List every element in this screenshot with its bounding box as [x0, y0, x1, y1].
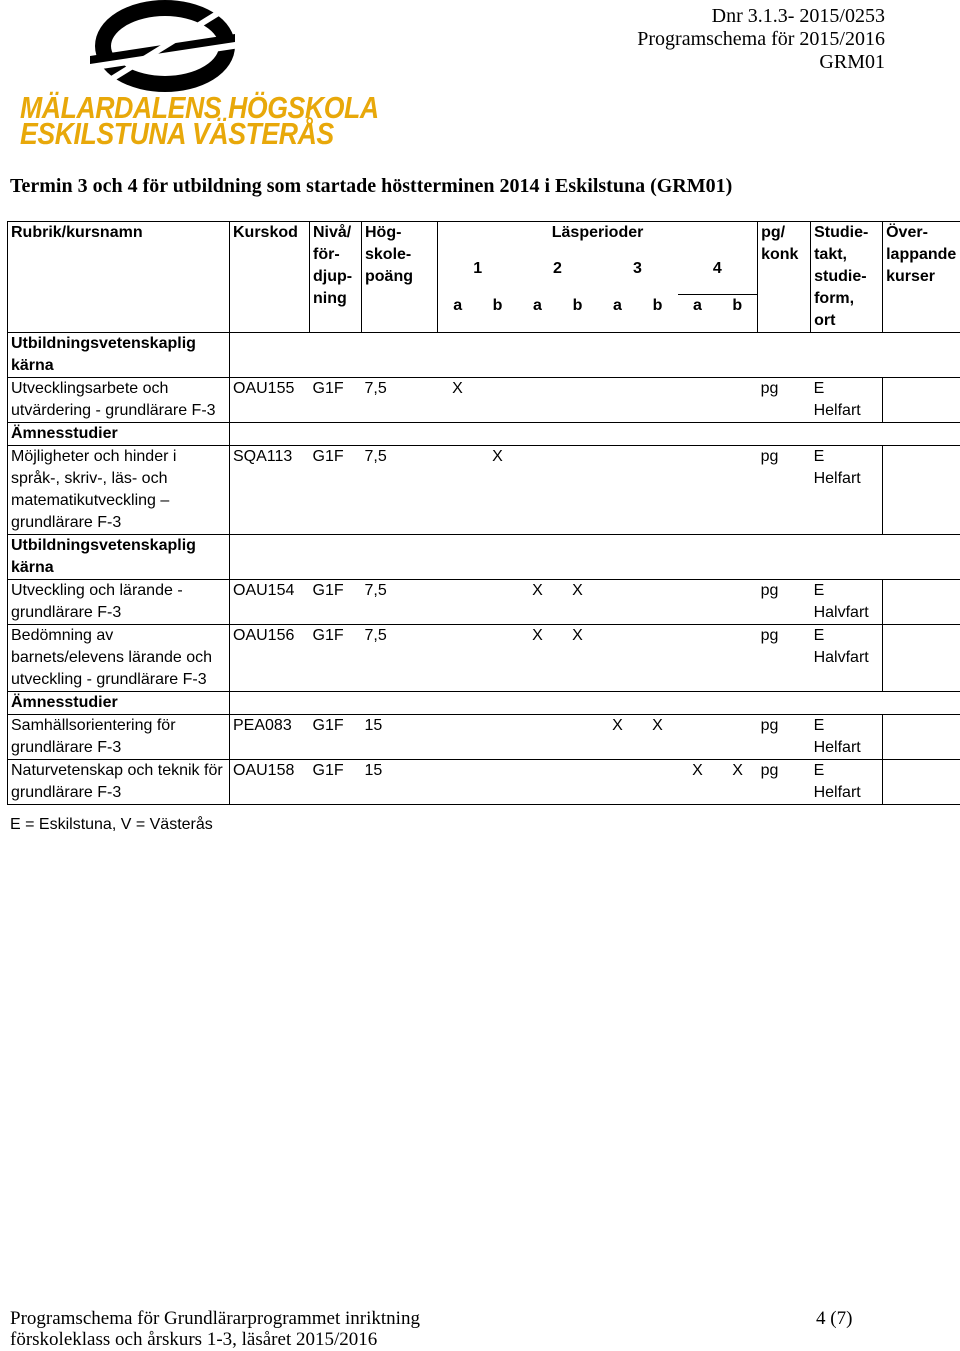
section-label: Utbildningsvetenskaplig kärna [8, 535, 230, 580]
period-mark [438, 446, 478, 535]
period-mark [598, 760, 638, 805]
period-mark [638, 625, 678, 692]
period-mark [678, 580, 718, 625]
course-place: E [813, 380, 825, 397]
course-name: Möjligheter och hinder i språk-, skriv-, läs- och matematikutveckling – grundlärare F-3 [8, 446, 230, 535]
course-overlap [883, 580, 960, 625]
course-credits: 7,5 [362, 625, 438, 692]
period-mark: X [478, 446, 518, 535]
course-pg: pg [758, 446, 811, 535]
course-name: Bedömning av barnets/elevens lärande och utveckling - grundlärare F-3 [8, 625, 230, 692]
section-filler [230, 535, 960, 580]
course-row [8, 760, 960, 805]
period-mark [478, 715, 518, 760]
logo-text-line2: ESKILSTUNA VÄSTERÅS [20, 116, 334, 151]
section-label: Ämnesstudier [8, 423, 230, 446]
course-credits: 7,5 [362, 446, 438, 535]
course-pace: Halvfart [813, 649, 869, 666]
period-mark: X [558, 580, 598, 625]
course-pace-cell [811, 446, 883, 535]
period-mark [518, 715, 558, 760]
period-mark [718, 715, 758, 760]
course-overlap [883, 446, 960, 535]
course-level: G1F [310, 446, 362, 535]
course-pace: Helfart [813, 402, 861, 419]
course-name: Samhällsorientering för grundlärare F-3 [8, 715, 230, 760]
section-filler [230, 333, 960, 378]
course-pace: Helfart [813, 739, 861, 756]
period-mark [478, 625, 518, 692]
period-mark [558, 715, 598, 760]
period-number: 2 [553, 260, 562, 278]
period-mark [678, 446, 718, 535]
course-overlap [883, 760, 960, 805]
period-mark [678, 378, 718, 423]
period-mark [478, 580, 518, 625]
course-level: G1F [310, 378, 362, 423]
period-half: a [598, 295, 638, 333]
period-mark [558, 378, 598, 423]
period-half: b [478, 295, 518, 333]
period-mark [638, 446, 678, 535]
period-half: b [718, 295, 758, 333]
course-pace: Helfart [813, 470, 861, 487]
course-place: E [813, 762, 825, 779]
header-credits: Hög- skole- poäng [362, 222, 438, 333]
header-periods: Läsperioder [438, 222, 758, 259]
period-mark [718, 580, 758, 625]
period-mark [678, 715, 718, 760]
period-mark: X [438, 378, 478, 423]
header-row [8, 222, 960, 259]
period-mark [678, 625, 718, 692]
course-level: G1F [310, 580, 362, 625]
header-level: Nivå/ för- djup- ning [310, 222, 362, 333]
course-name: Utveckling och lärande - grundlärare F-3 [8, 580, 230, 625]
course-credits: 15 [362, 715, 438, 760]
course-overlap [883, 378, 960, 423]
period-half: b [638, 295, 678, 333]
period-mark: X [558, 625, 598, 692]
period-mark [478, 760, 518, 805]
header-pace: Studie- takt, studie- form, ort [811, 222, 883, 333]
period-mark [558, 446, 598, 535]
period-mark [558, 760, 598, 805]
period-mark [438, 625, 478, 692]
course-pg: pg [758, 580, 811, 625]
schedule-table [7, 221, 960, 805]
period-mark [598, 446, 638, 535]
course-row [8, 378, 960, 423]
period-mark [438, 715, 478, 760]
period-mark [518, 760, 558, 805]
page-title: Termin 3 och 4 för utbildning som startade höstterminen 2014 i Eskilstuna (GRM01) [10, 175, 733, 197]
period-mark: X [678, 760, 718, 805]
logo-text-line1: MÄLARDALENS HÖGSKOLA [20, 90, 379, 125]
course-level: G1F [310, 625, 362, 692]
course-level: G1F [310, 760, 362, 805]
course-overlap [883, 715, 960, 760]
course-code: SQA113 [230, 446, 310, 535]
course-credits: 15 [362, 760, 438, 805]
course-row [8, 446, 960, 535]
header-pg: pg/ konk [758, 222, 811, 333]
course-pace-cell [811, 378, 883, 423]
course-pace-cell [811, 580, 883, 625]
period-mark [638, 760, 678, 805]
university-logo [10, 0, 379, 151]
period-half: b [558, 295, 598, 333]
period-mark [598, 378, 638, 423]
period-number: 3 [633, 260, 642, 278]
period-mark [598, 580, 638, 625]
period-mark: X [638, 715, 678, 760]
period-number: 4 [678, 258, 758, 295]
course-row [8, 625, 960, 692]
course-pg: pg [758, 760, 811, 805]
course-level: G1F [310, 715, 362, 760]
course-code: OAU156 [230, 625, 310, 692]
section-label: Utbildningsvetenskaplig kärna [8, 333, 230, 378]
course-name: Naturvetenskap och teknik för grundlärare F-3 [8, 760, 230, 805]
course-place: E [813, 582, 825, 599]
course-row [8, 715, 960, 760]
period-mark [438, 580, 478, 625]
period-mark: X [718, 760, 758, 805]
course-credits: 7,5 [362, 580, 438, 625]
course-place: E [813, 448, 825, 465]
course-code: OAU158 [230, 760, 310, 805]
course-pg: pg [758, 625, 811, 692]
course-pace: Halvfart [813, 604, 869, 621]
period-mark [638, 378, 678, 423]
course-place: E [813, 717, 825, 734]
course-credits: 7,5 [362, 378, 438, 423]
period-mark [518, 446, 558, 535]
period-mark [598, 625, 638, 692]
course-pace-cell [811, 760, 883, 805]
period-mark: X [518, 580, 558, 625]
course-overlap [883, 625, 960, 692]
course-pg: pg [758, 715, 811, 760]
period-mark: X [598, 715, 638, 760]
section-row [8, 535, 960, 580]
period-number: 1 [438, 258, 518, 295]
period-half: a [678, 295, 718, 333]
period-mark [718, 378, 758, 423]
section-row [8, 423, 960, 446]
section-row [8, 692, 960, 715]
logo-emblem-icon [90, 0, 240, 92]
header-overlap: Över- lappande kurser [883, 222, 960, 333]
period-half: a [518, 295, 558, 333]
section-label: Ämnesstudier [8, 692, 230, 715]
schema-title: Programschema för 2015/2016 [637, 28, 885, 50]
course-pace: Helfart [813, 784, 861, 801]
course-code: OAU154 [230, 580, 310, 625]
period-mark [518, 378, 558, 423]
section-filler [230, 692, 960, 715]
period-mark [718, 446, 758, 535]
section-row [8, 333, 960, 378]
course-place: E [813, 627, 825, 644]
course-code: OAU155 [230, 378, 310, 423]
period-mark [438, 760, 478, 805]
course-code: PEA083 [230, 715, 310, 760]
header-course: Rubrik/kursnamn [8, 222, 230, 333]
course-pg: pg [758, 378, 811, 423]
page-number: 4 (7) [816, 1308, 853, 1329]
period-mark [718, 625, 758, 692]
program-code: GRM01 [819, 51, 885, 73]
footer-line2: förskoleklass och årskurs 1-3, läsåret 2015/2016 [10, 1329, 378, 1350]
course-row [8, 580, 960, 625]
course-pace-cell [811, 715, 883, 760]
footer-line1: Programschema för Grundlärarprogrammet inriktning [10, 1308, 420, 1329]
course-name: Utvecklingsarbete och utvärdering - grundlärare F-3 [8, 378, 230, 423]
document-number: Dnr 3.1.3- 2015/0253 [711, 5, 885, 27]
course-pace-cell [811, 625, 883, 692]
section-filler [230, 423, 960, 446]
period-half: a [438, 295, 478, 333]
period-mark [638, 580, 678, 625]
location-legend: E = Eskilstuna, V = Västerås [10, 816, 213, 833]
period-mark [478, 378, 518, 423]
period-mark: X [518, 625, 558, 692]
header-code: Kurskod [230, 222, 310, 333]
